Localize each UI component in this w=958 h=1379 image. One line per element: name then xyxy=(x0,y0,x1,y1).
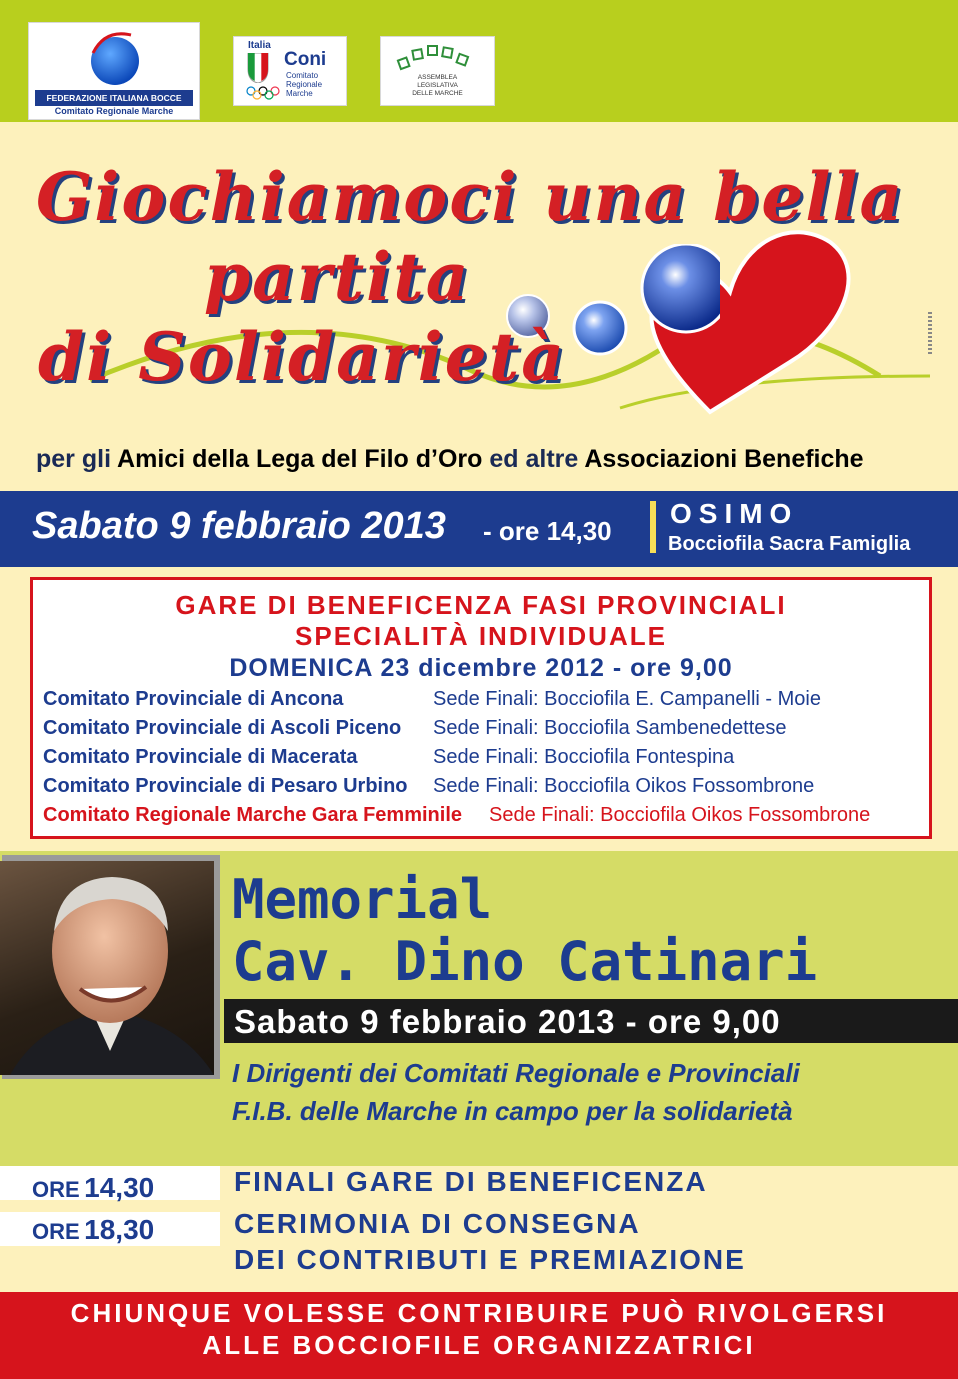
gare-title-2: SPECIALITÀ INDIVIDUALE xyxy=(295,621,667,651)
fib-sub: Comitato Regionale Marche xyxy=(54,106,174,116)
gare-row-committee: Comitato Provinciale di Pesaro Urbino xyxy=(43,775,408,797)
portrait-illustration xyxy=(0,861,214,1075)
schedule-time-box xyxy=(0,1212,220,1246)
coni-sub-3: Marche xyxy=(286,89,313,98)
memorial-title-1: Memorial xyxy=(232,868,493,931)
footer-line-1: CHIUNQUE VOLESSE CONTRIBUIRE PUÒ RIVOLGERSI xyxy=(70,1298,888,1328)
gare-row-venue: Sede Finali: Bocciofila Fontespina xyxy=(433,746,735,768)
subtitle-part-3: ed altre xyxy=(489,445,579,473)
subtitle-part-2: Amici della Lega del Filo d’Oro xyxy=(117,445,483,473)
portrait-photo xyxy=(0,861,214,1075)
gare-row-venue: Sede Finali: Bocciofila Oikos Fossombrone xyxy=(433,775,815,797)
gare-date xyxy=(33,654,929,683)
schedule-ore-label: ORE xyxy=(32,1219,80,1244)
fib-ball-icon xyxy=(87,27,143,87)
coni-sub xyxy=(286,71,322,98)
assemblea-text-2: LEGISLATIVA xyxy=(417,82,458,89)
schedule-time-box xyxy=(0,1166,220,1203)
gare-row-committee: Comitato Provinciale di Ancona xyxy=(43,688,344,710)
gare-row-committee: Comitato Regionale Marche Gara Femminile xyxy=(43,804,462,826)
coni-sub-2: Regionale xyxy=(286,80,323,89)
memorial-date xyxy=(234,1003,781,1041)
gare-row-committee: Comitato Provinciale di Macerata xyxy=(43,746,358,768)
gare-row-venue: Sede Finali: Bocciofila Oikos Fossombrone xyxy=(489,804,871,826)
event-time: - ore 14,30 xyxy=(483,516,612,546)
memorial-title-2: Cav. Dino Catinari xyxy=(232,930,818,993)
assemblea-text xyxy=(381,74,494,98)
side-mark xyxy=(928,312,932,354)
title-line-2: partita xyxy=(204,238,471,316)
coni-logo xyxy=(233,36,347,106)
memorial-time-text: - ore 9,00 xyxy=(625,1003,781,1040)
gare-box xyxy=(30,577,932,839)
schedule-time-value: 18,30 xyxy=(84,1214,155,1245)
italian-flag-shield-icon xyxy=(246,53,270,83)
assemblea-text-3: DELLE MARCHE xyxy=(412,90,463,97)
memorial-date-text: Sabato 9 febbraio 2013 xyxy=(234,1003,616,1040)
coni-country: Italia xyxy=(248,40,271,51)
event-date: Sabato 9 febbraio 2013 xyxy=(32,505,446,547)
event-venue: Bocciofila Sacra Famiglia xyxy=(668,533,911,555)
footer-line-2: ALLE BOCCIOFILE ORGANIZZATRICI xyxy=(202,1330,756,1360)
fib-logo xyxy=(28,22,200,120)
coni-name: Coni xyxy=(284,49,327,70)
assemblea-logo xyxy=(380,36,495,106)
subtitle-part-1: per gli xyxy=(36,445,112,473)
assemblea-text-1: ASSEMBLEA xyxy=(417,74,458,81)
olympic-rings-icon xyxy=(245,86,281,100)
coni-sub-1: Comitato xyxy=(286,71,319,80)
assemblea-emblem-icon xyxy=(393,43,483,73)
location-divider xyxy=(650,501,656,553)
gare-time-text: - ore 9,00 xyxy=(612,654,733,682)
title-line-1: Giochiamoci una bella xyxy=(36,158,905,236)
gare-row-venue: Sede Finali: Bocciofila Sambenedettese xyxy=(433,717,787,739)
event-city: OSIMO xyxy=(670,498,799,529)
schedule-text-2: DEI CONTRIBUTI E PREMIAZIONE xyxy=(234,1244,746,1275)
gare-row-venue: Sede Finali: Bocciofila E. Campanelli - Moie xyxy=(433,688,821,710)
subtitle-part-4: Associazioni Benefiche xyxy=(584,445,864,473)
gare-date-text: DOMENICA 23 dicembre 2012 xyxy=(229,654,605,682)
schedule-time xyxy=(32,1214,154,1246)
schedule-text: CERIMONIA DI CONSEGNA xyxy=(234,1208,641,1239)
schedule-text: FINALI GARE DI BENEFICENZA xyxy=(234,1166,708,1197)
gare-title-1: GARE DI BENEFICENZA FASI PROVINCIALI xyxy=(175,590,787,620)
title-line-3: di Solidarietà xyxy=(38,318,567,396)
subtitle xyxy=(36,445,864,474)
fib-name: FEDERAZIONE ITALIANA BOCCE xyxy=(35,90,193,106)
memorial-description-1: I Dirigenti dei Comitati Regionale e Provinciali xyxy=(232,1058,800,1088)
schedule-ore-label: ORE xyxy=(32,1177,80,1202)
gare-row-committee: Comitato Provinciale di Ascoli Piceno xyxy=(43,717,402,739)
schedule-time-value: 14,30 xyxy=(84,1172,155,1203)
memorial-description-2: F.I.B. delle Marche in campo per la solidarietà xyxy=(232,1096,793,1126)
schedule-time xyxy=(32,1172,154,1204)
